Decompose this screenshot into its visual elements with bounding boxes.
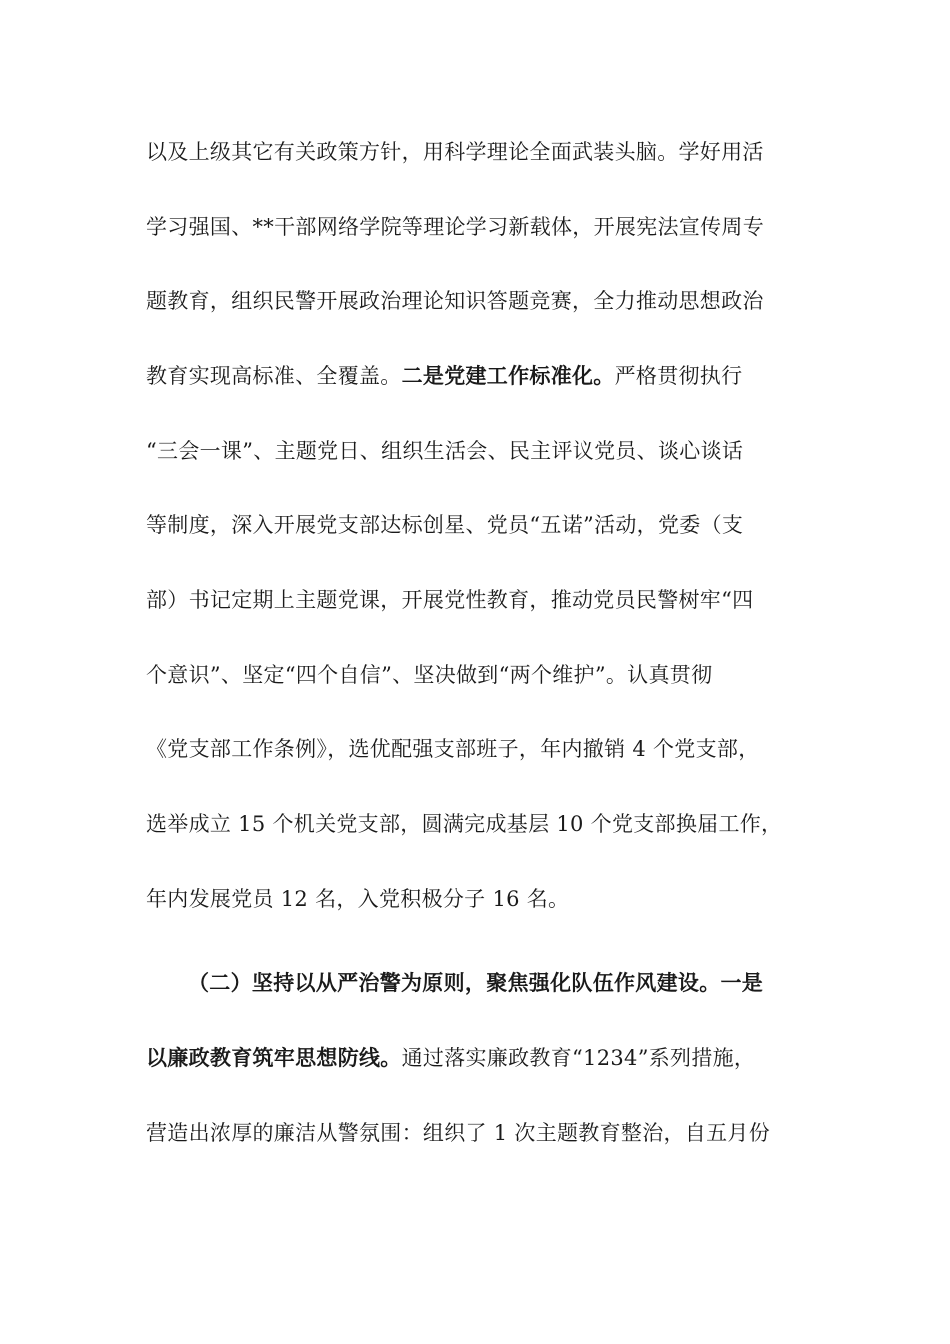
- paragraph-line: [146, 361, 806, 391]
- text-run: 等制度，深入开展党支部达标创星、党员“五诺”活动，党委（支: [146, 513, 744, 537]
- text-run: 部）书记定期上主题党课，开展党性教育，推动党员民警树牢“四: [146, 588, 754, 612]
- paragraph-line: [146, 1043, 806, 1073]
- text-run: 个意识”、坚定“四个自信”、坚决做到“两个维护”。认真贯彻: [146, 663, 713, 687]
- text-run: 《党支部工作条例》，选优配强支部班子，年内撤销 4 个党支部，: [146, 737, 760, 761]
- text-run: 通过落实廉政教育“1234”系列措施，: [401, 1046, 756, 1070]
- text-run: 学习强国、**干部网络学院等理论学习新载体，开展宪法宣传周专: [146, 215, 764, 239]
- text-run: 教育实现高标准、全覆盖。: [146, 364, 402, 388]
- text-run: “三会一课”、主题党日、组织生活会、民主评议党员、谈心谈话: [146, 439, 744, 463]
- paragraph-line: [146, 137, 806, 167]
- text-run: 营造出浓厚的廉洁从警氛围：组织了 1 次主题教育整治，自五月份: [146, 1121, 771, 1145]
- text-run: 年内发展党员 12 名，入党积极分子 16 名。: [146, 887, 570, 911]
- bold-heading-run: 以廉政教育筑牢思想防线。: [146, 1045, 402, 1070]
- text-run: 选举成立 15 个机关党支部，圆满完成基层 10 个党支部换届工作，: [146, 812, 783, 836]
- text-run: 严格贯彻执行: [614, 364, 743, 388]
- paragraph-line: [146, 809, 806, 839]
- paragraph-line: [146, 286, 806, 316]
- paragraph-line: [146, 884, 806, 914]
- section-heading-run: （二）坚持以从严治警为原则，聚焦强化队伍作风建设。一是: [188, 970, 764, 995]
- text-run: 题教育，组织民警开展政治理论知识答题竞赛，全力推动思想政治: [146, 289, 764, 313]
- paragraph-line: [146, 510, 806, 540]
- paragraph-line: [146, 436, 806, 466]
- paragraph-line: [146, 585, 806, 615]
- section-heading-line: [188, 968, 848, 998]
- paragraph-line: [146, 1118, 806, 1148]
- bold-heading-run: 二是党建工作标准化。: [401, 363, 615, 388]
- paragraph-line: [146, 212, 806, 242]
- paragraph-line: [146, 660, 806, 690]
- text-run: 以及上级其它有关政策方针，用科学理论全面武装头脑。学好用活: [146, 140, 764, 164]
- paragraph-line: [146, 734, 806, 764]
